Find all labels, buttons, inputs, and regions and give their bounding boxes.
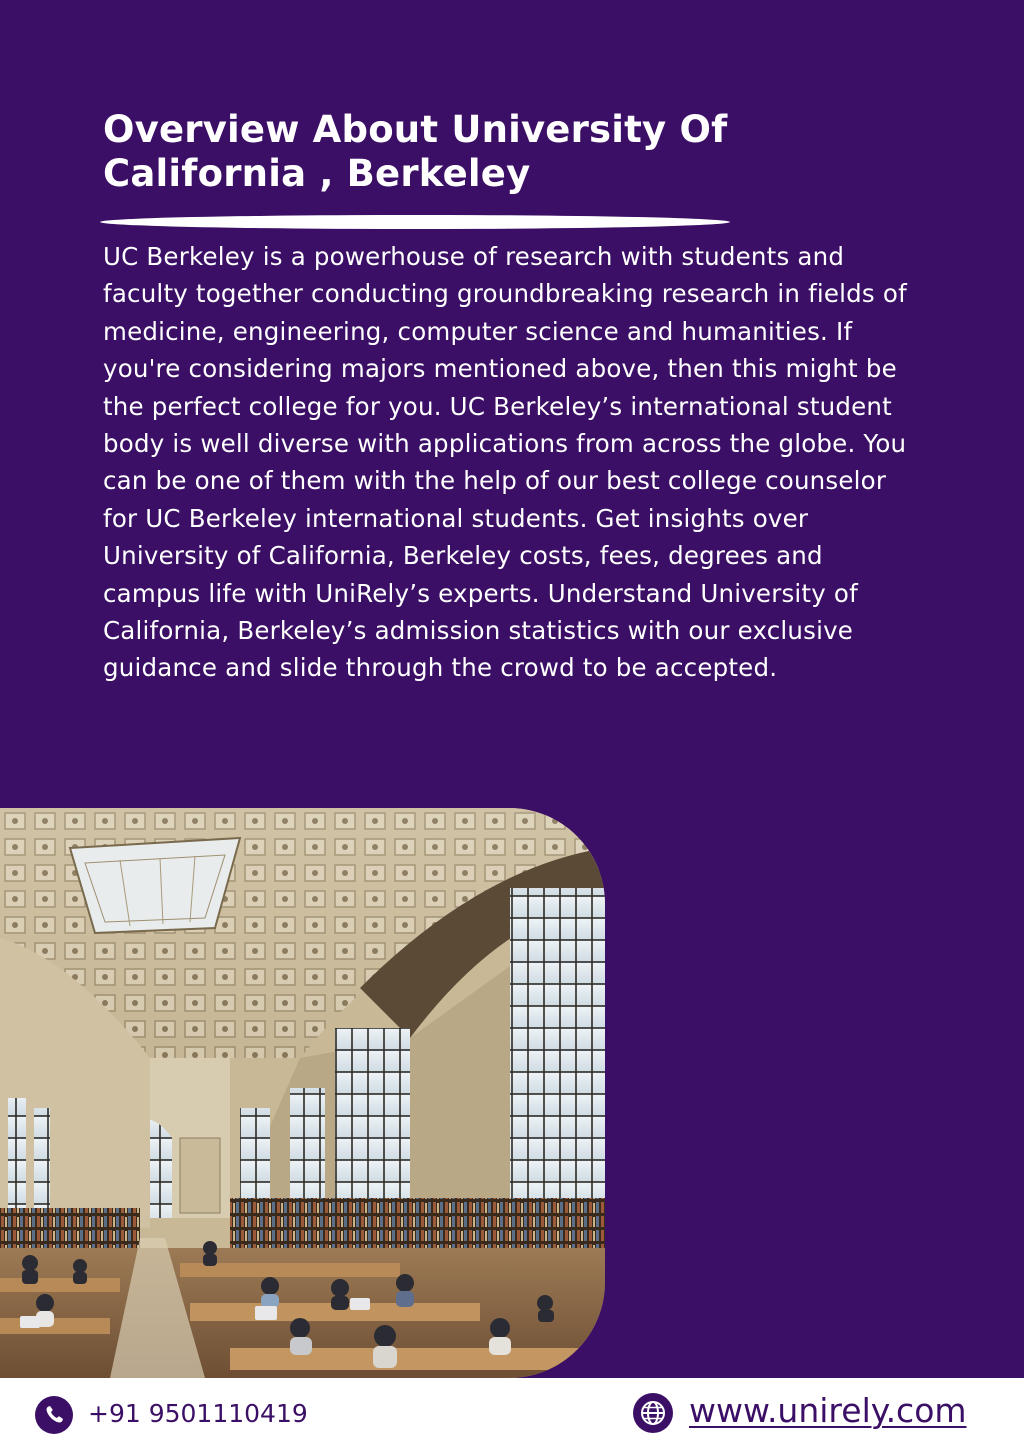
page-title: Overview About University Of California , Berkeley — [103, 108, 728, 195]
contact-footer — [0, 1378, 1024, 1448]
overview-paragraph: UC Berkeley is a powerhouse of research with students and faculty together conducting groundbreaking research in fields of medicine, engineering, computer science and humanities. If you're considering majors mentioned above, then this might be the perfect college for you. UC Berkeley’s international student body is well diverse with applications from across the globe. You can be one of them with the help of our best college counselor for UC Berkeley international students. Get insights over University of California, Berkeley costs, fees, degrees and campus life with UniRely’s experts. Understand University of California, Berkeley’s admission statistics with our exclusive guidance and slide through the crowd to be accepted. — [103, 242, 907, 683]
website-link[interactable]: www.unirely.com — [689, 1391, 967, 1430]
phone-number[interactable]: +91 9501110419 — [88, 1399, 308, 1428]
globe-icon — [633, 1393, 673, 1433]
library-reading-room-photo — [0, 808, 605, 1378]
phone-icon — [35, 1396, 73, 1434]
title-underline — [100, 215, 730, 229]
